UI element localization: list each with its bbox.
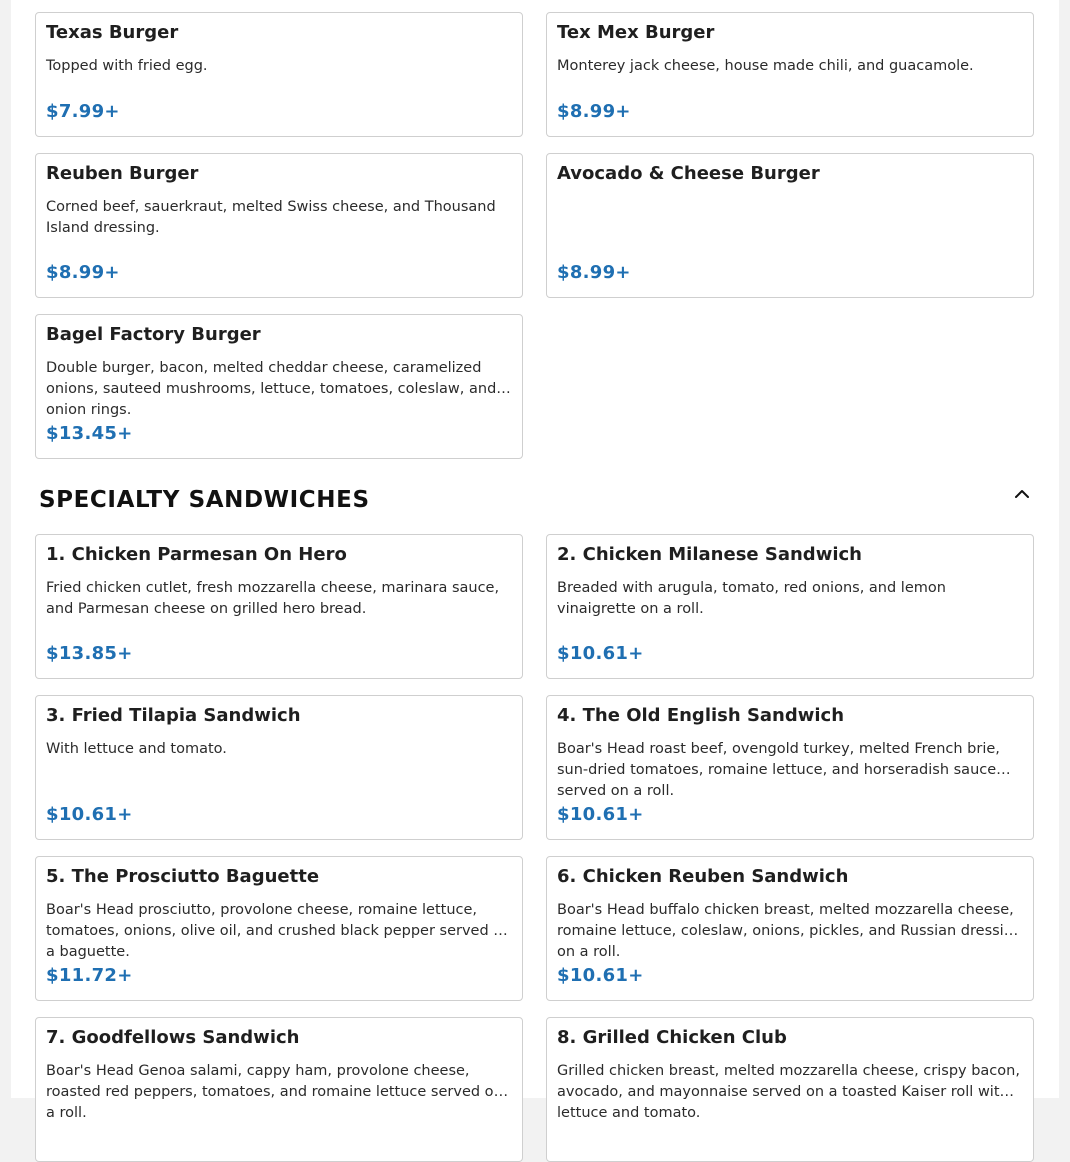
menu-item-name: 5. The Prosciutto Baguette [46, 866, 320, 887]
menu-items-grid [35, 12, 1034, 459]
menu-item-price: $8.99+ [557, 262, 631, 283]
menu-item-name: 7. Goodfellows Sandwich [46, 1027, 300, 1048]
menu-item-description: Fried chicken cutlet, fresh mozzarella cheese, marinara sauce, and Parmesan cheese on grilled hero bread. [46, 580, 500, 617]
menu-item-card[interactable] [35, 153, 523, 298]
menu-item-name: 2. Chicken Milanese Sandwich [557, 544, 862, 565]
collapse-section-button[interactable] [1010, 483, 1034, 505]
menu-item-card[interactable] [546, 856, 1034, 1001]
menu-item-name: Reuben Burger [46, 163, 199, 184]
menu-item-name: Texas Burger [46, 22, 179, 43]
menu-item-name: Avocado & Cheese Burger [557, 163, 820, 184]
menu-item-name: 4. The Old English Sandwich [557, 705, 845, 726]
menu-item-card[interactable] [35, 1017, 523, 1162]
menu-item-description: Monterey jack cheese, house made chili, and guacamole. [557, 58, 974, 74]
menu-item-description: Corned beef, sauerkraut, melted Swiss cheese, and Thousand Island dressing. [46, 199, 496, 236]
menu-item-description: Boar's Head prosciutto, provolone cheese, romaine lettuce, tomatoes, onions, olive oil, and crushed black pepper served on a baguette. [46, 902, 512, 960]
menu-item-card[interactable] [546, 12, 1034, 137]
menu-item-price: $10.61+ [557, 643, 644, 664]
chevron-up-icon [1014, 489, 1030, 499]
menu-item-card[interactable] [35, 314, 523, 459]
menu-item-card[interactable] [35, 856, 523, 1001]
menu-item-description: With lettuce and tomato. [46, 741, 227, 757]
menu-items-grid [35, 534, 1034, 1162]
menu-item-price: $13.85+ [46, 643, 133, 664]
menu-item-name: 8. Grilled Chicken Club [557, 1027, 787, 1048]
menu-item-price: $10.61+ [557, 804, 644, 825]
menu-item-card[interactable] [546, 1017, 1034, 1162]
menu-item-card[interactable] [546, 695, 1034, 840]
menu-item-name: 3. Fried Tilapia Sandwich [46, 705, 301, 726]
menu-item-price: $11.72+ [46, 965, 133, 986]
menu-item-name: 1. Chicken Parmesan On Hero [46, 544, 347, 565]
section-title: SPECIALTY SANDWICHES [39, 487, 370, 513]
menu-item-price: $10.61+ [557, 965, 644, 986]
menu-item-card[interactable] [35, 12, 523, 137]
menu-item-description: Grilled chicken breast, melted mozzarella cheese, crispy bacon, avocado, and mayonnaise served on a toasted Kaiser roll with lettuce and tomato. [557, 1063, 1020, 1121]
menu-item-description: Boar's Head Genoa salami, cappy ham, provolone cheese, roasted red peppers, tomatoes, and romaine lettuce served on a roll. [46, 1063, 503, 1121]
menu-item-description: Breaded with arugula, tomato, red onions, and lemon vinaigrette on a roll. [557, 580, 946, 617]
menu-item-price: $10.61+ [46, 804, 133, 825]
menu-item-price: $13.45+ [46, 423, 133, 444]
menu-item-name: Bagel Factory Burger [46, 324, 261, 345]
menu-item-price: $8.99+ [46, 262, 120, 283]
menu-item-price: $8.99+ [557, 101, 631, 122]
menu-page [11, 0, 1059, 1121]
menu-item-description: Double burger, bacon, melted cheddar cheese, caramelized onions, sauteed mushrooms, lettuce, tomatoes, coleslaw, and onion rings. [46, 360, 497, 418]
menu-item-name: 6. Chicken Reuben Sandwich [557, 866, 849, 887]
menu-item-card[interactable] [546, 534, 1034, 679]
menu-item-card[interactable] [35, 534, 523, 679]
menu-item-description: Boar's Head roast beef, ovengold turkey, melted French brie, sun-dried tomatoes, romaine lettuce, and horseradish sauce served on a roll. [557, 741, 1000, 799]
menu-item-description: Topped with fried egg. [46, 58, 208, 74]
menu-item-card[interactable] [546, 153, 1034, 298]
menu-item-price: $7.99+ [46, 101, 120, 122]
menu-item-description: Boar's Head buffalo chicken breast, melted mozzarella cheese, romaine lettuce, coleslaw, onions, pickles, and Russian dressing on a roll. [557, 902, 1023, 960]
menu-item-name: Tex Mex Burger [557, 22, 715, 43]
section-header [39, 483, 1034, 519]
menu-item-card[interactable] [35, 695, 523, 840]
